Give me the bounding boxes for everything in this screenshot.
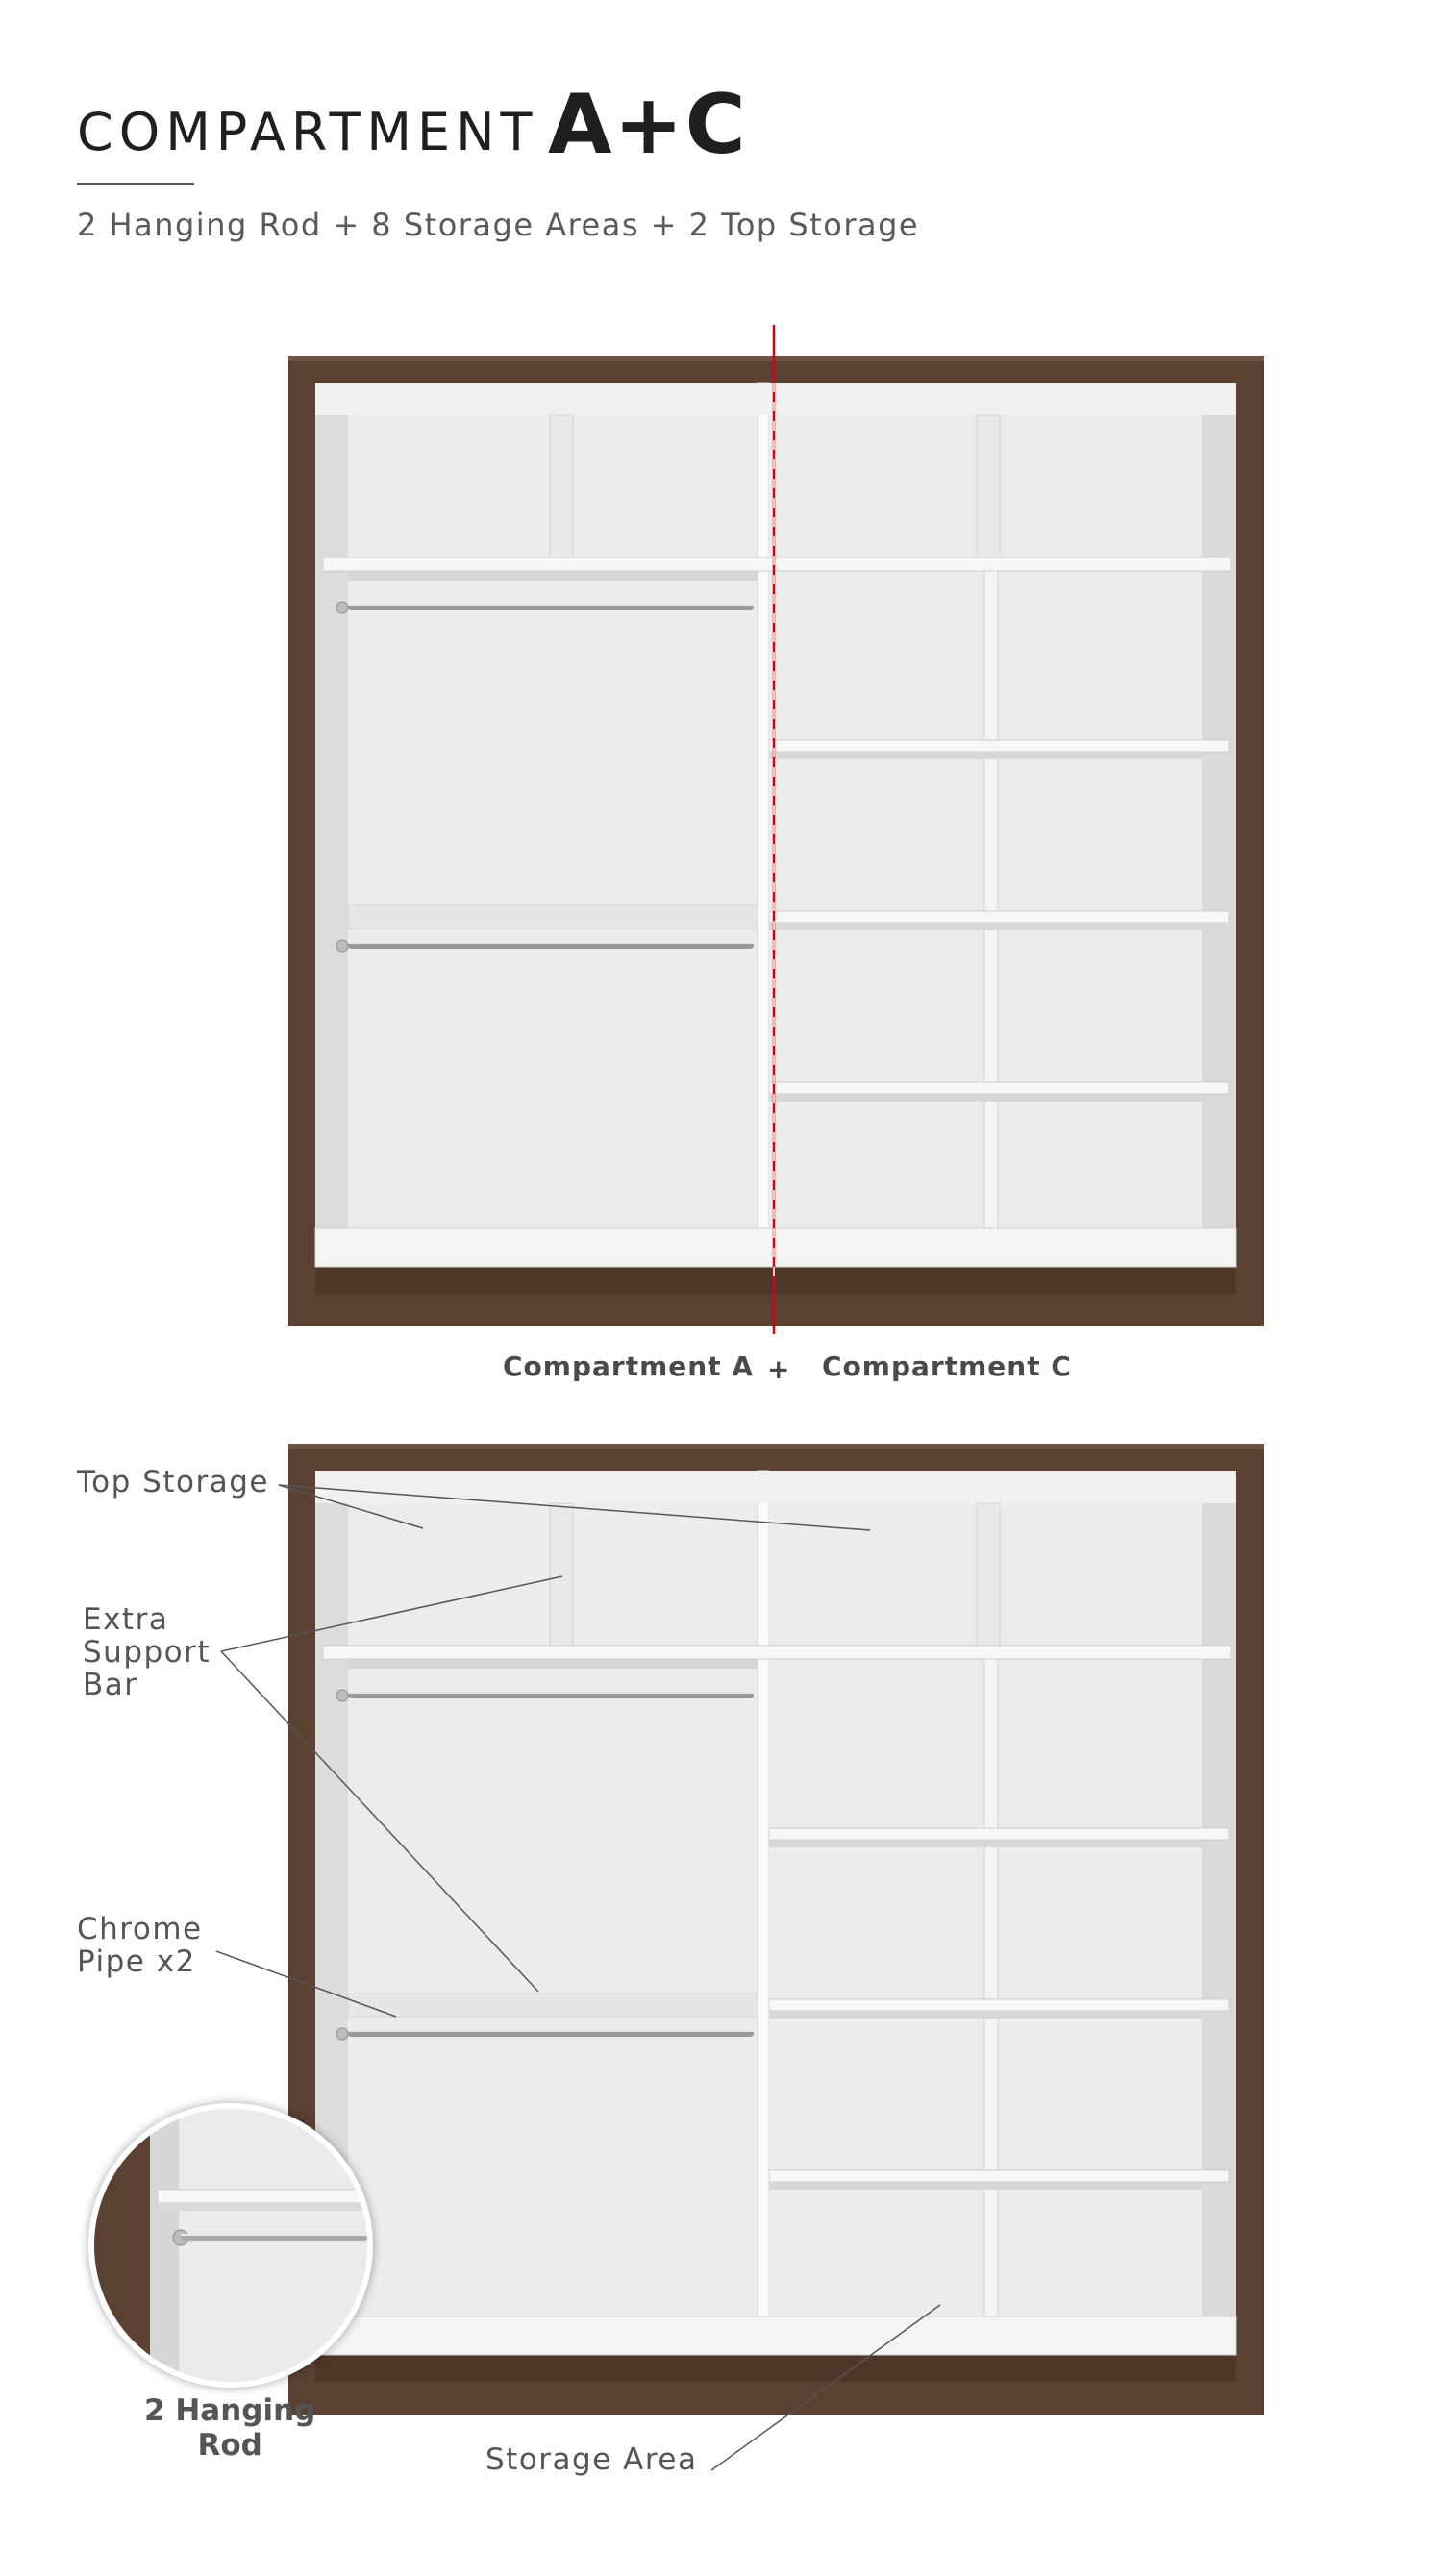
hanging-rod-lower-highlight [348, 942, 754, 944]
support-bar-right [977, 1503, 1000, 1646]
storage-shelf-shadow-1 [769, 1840, 1202, 1847]
storage-shelf-shadow-1 [769, 752, 1202, 759]
title-divider [77, 183, 194, 185]
hanging-rod-upper-highlight [348, 1692, 754, 1694]
bottom-panel [315, 2316, 1236, 2355]
compartment-a-label: Compartment A [503, 1350, 754, 1382]
top-shelf-shadow [348, 1659, 758, 1669]
frame-top-edge [288, 1444, 1264, 1449]
compartment-divider-line [764, 325, 783, 1334]
top-storage-shelf [323, 1646, 1231, 1659]
callout-hanging-rod-line-2: Rod [197, 2428, 262, 2463]
zoom-icon [88, 2103, 373, 2388]
lower-rod-rail [348, 1994, 758, 2017]
right-vertical-divider [984, 1659, 998, 2316]
storage-shelf-2 [769, 1999, 1229, 2011]
storage-shelf-3 [769, 1082, 1229, 1094]
support-bar-right [977, 415, 1000, 557]
right-vertical-divider [984, 571, 998, 1228]
callout-chrome-pipe [77, 1913, 203, 1978]
hanging-rod-lower-bracket [336, 2028, 348, 2040]
callout-storage-area: Storage Area [485, 2442, 698, 2477]
center-divider-panel [758, 1471, 769, 2355]
storage-shelf-shadow-2 [769, 2011, 1202, 2019]
support-bar-left [550, 1503, 573, 1646]
hanging-rod-lower-highlight [348, 2030, 754, 2032]
storage-shelf-shadow-2 [769, 923, 1202, 930]
page-title: COMPARTMENT [77, 102, 538, 162]
left-side-panel [315, 383, 348, 1267]
right-side-panel [1202, 1471, 1236, 2355]
right-side-panel [1202, 383, 1236, 1267]
storage-shelf-shadow-3 [769, 2182, 1202, 2190]
hanging-rod-lower-bracket [336, 940, 348, 952]
storage-shelf-1 [769, 1828, 1229, 1840]
callout-support-bar-line-1: Extra [83, 1602, 169, 1637]
hanging-rod-upper-bracket [336, 1690, 348, 1701]
storage-shelf-3 [769, 2170, 1229, 2182]
top-shelf-shadow [348, 571, 758, 581]
hanging-rod-upper-highlight [348, 604, 754, 606]
support-bar-left [550, 415, 573, 557]
wardrobe-diagram-bottom [288, 1444, 1264, 2415]
plus-sign: + [767, 1353, 790, 1385]
page-subtitle: 2 Hanging Rod + 8 Storage Areas + 2 Top Storage [77, 207, 920, 243]
storage-shelf-shadow-3 [769, 1094, 1202, 1102]
compartment-code: A+C [548, 77, 748, 173]
storage-shelf-2 [769, 911, 1229, 923]
callout-hanging-rod [144, 2393, 315, 2463]
top-panel [315, 1471, 1236, 1503]
compartment-c-label: Compartment C [822, 1350, 1072, 1382]
callout-support-bar [83, 1603, 211, 1701]
callout-hanging-rod-line-1: 2 Hanging [144, 2393, 316, 2428]
callout-chrome-pipe-line-1: Chrome [77, 1912, 203, 1946]
hanging-rod-upper-bracket [336, 602, 348, 613]
callout-chrome-pipe-line-2: Pipe x2 [77, 1944, 196, 1979]
wardrobe-plinth [315, 2355, 1236, 2382]
storage-shelf-1 [769, 740, 1229, 752]
callout-support-bar-line-2: Support [83, 1635, 211, 1670]
callout-support-bar-line-3: Bar [83, 1668, 138, 1702]
lower-rod-rail [348, 905, 758, 929]
callout-top-storage: Top Storage [77, 1465, 269, 1499]
